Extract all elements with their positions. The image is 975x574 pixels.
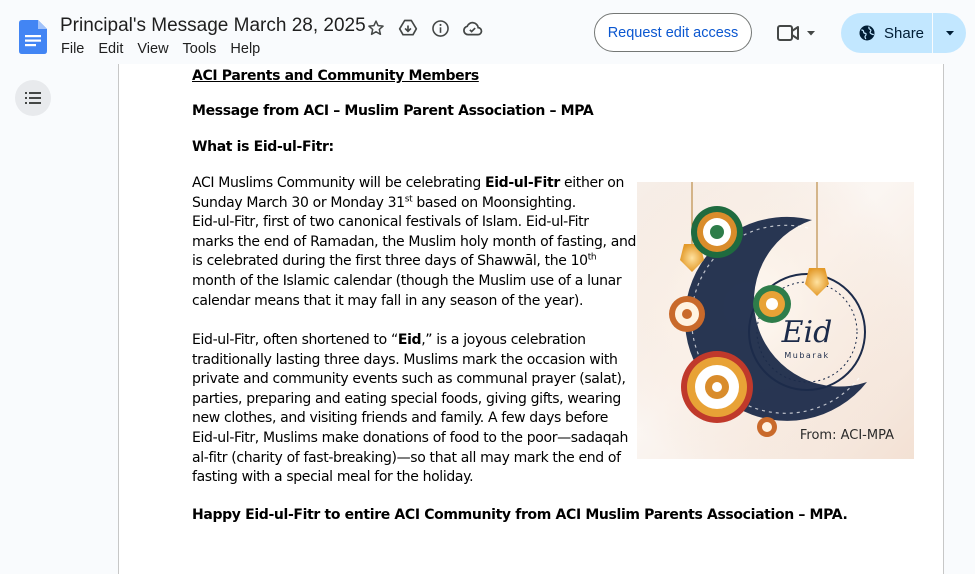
heading-parents: ACI Parents and Community Members [192,68,479,84]
paragraph-line: Sunday March 30 or Monday 31st based on Moonsighting. [192,193,576,211]
chevron-down-icon [806,28,816,38]
share-button-group [841,13,966,53]
move-to-drive-icon[interactable] [397,17,419,39]
paragraph-line: parties, preparing and eating special foods, giving gifts, wearing [192,390,621,407]
share-options-button[interactable] [933,28,966,38]
info-icon[interactable] [429,17,451,39]
share-button[interactable] [841,13,932,53]
globe-icon [858,24,876,42]
paragraph-line: Eid-ul-Fitr, Muslims make donations of food to the poor—sadaqah [192,430,628,446]
docs-header [0,0,975,64]
paragraph-line: al-fitr (charity of fast-breaking)—so that all may mark the end of [192,449,621,466]
menu-help[interactable]: Help [230,41,261,57]
eid-mubarak-image[interactable] [637,182,914,459]
image-caption: From: ACI-MPA [799,428,894,443]
google-docs-logo-icon[interactable] [19,20,47,54]
heading-message-from: Message from ACI – Muslim Parent Association – MPA [192,103,594,119]
paragraph-line: calendar means that it may fall in any season of the year). [192,292,584,309]
paragraph-line: traditionally lasting three days. Muslims mark the occasion with [192,351,618,368]
paragraph-line: ACI Muslims Community will be celebrating Eid-ul-Fitr either on [192,175,624,191]
paragraph-line: Eid-ul-Fitr, often shortened to “Eid,” is a joyous celebration [192,332,586,348]
paragraph-line: Eid-ul-Fitr, first of two canonical festivals of Islam. Eid-ul-Fitr [192,214,589,231]
paragraph-line: fasting with a special meal for the holiday. [192,469,474,486]
mubarak-text: Mubarak [784,351,830,360]
closing-line: Happy Eid-ul-Fitr to entire ACI Community from ACI Muslim Parents Association – MPA. [192,507,848,523]
heading-what-is-eid: What is Eid-ul-Fitr: [192,139,334,155]
menu-tools[interactable]: Tools [182,41,217,57]
paragraph-line: new clothes, and visiting friends and family. A few days before [192,410,609,427]
video-call-icon [776,23,800,43]
cloud-status-icon[interactable] [461,17,483,39]
paragraph-line: is celebrated during the first three days of Shawwāl, the 10th [192,252,597,270]
menu-bar [61,41,274,57]
eid-text: Eid [781,315,833,350]
request-edit-access-button[interactable]: Request edit access [594,13,752,52]
document-page[interactable] [118,64,944,574]
paragraph-line: marks the end of Ramadan, the Muslim holy month of fasting, and [192,233,637,250]
document-outline-icon [25,92,41,104]
share-label: Share [884,24,925,42]
eid-illustration [637,182,914,459]
chevron-down-icon [945,28,955,38]
menu-view[interactable]: View [137,41,169,57]
menu-file[interactable]: File [61,41,85,57]
show-outline-button[interactable] [15,80,51,116]
meet-button[interactable] [776,20,822,46]
star-icon[interactable] [365,17,387,39]
paragraph-line: month of the Islamic calendar (though the Muslim use of a lunar [192,273,622,289]
document-title[interactable]: Principal's Message March 28, 2025 [60,15,366,36]
menu-edit[interactable]: Edit [98,41,124,57]
paragraph-line: private and community events such as communal prayer (salat), [192,371,626,388]
